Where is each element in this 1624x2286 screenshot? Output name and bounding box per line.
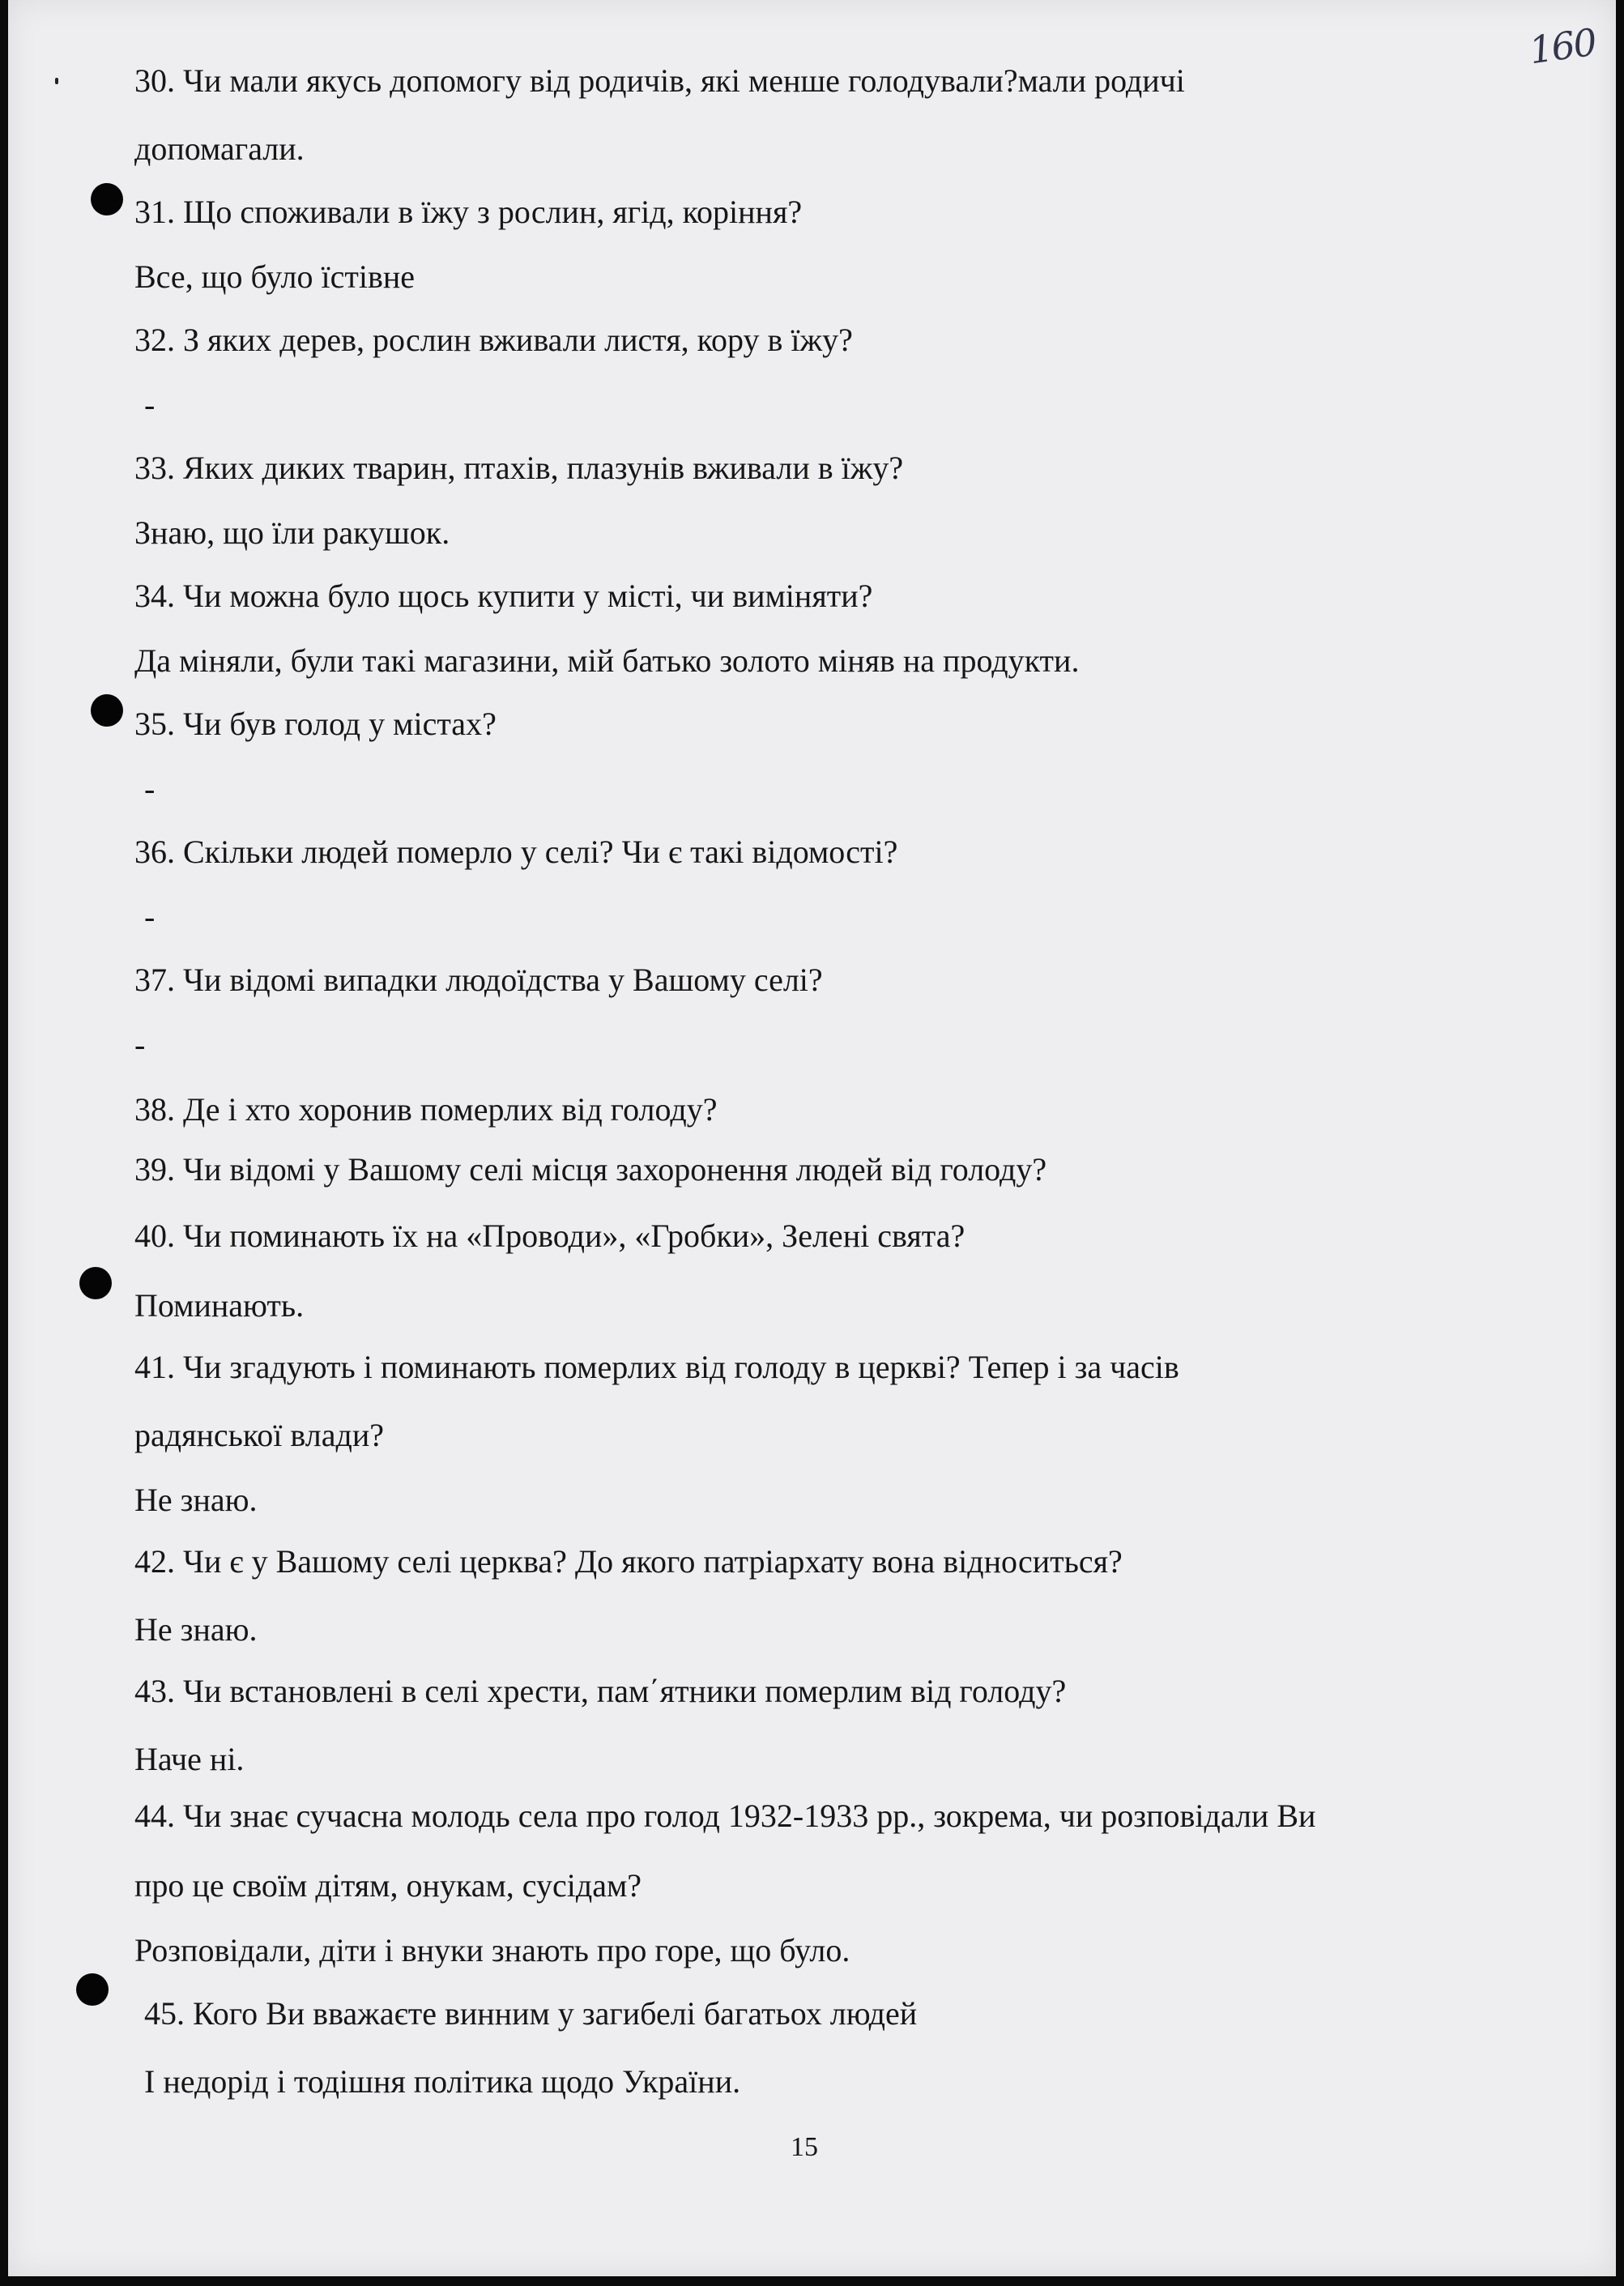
question-40: 40. Чи поминають їх на «Проводи», «Гробки», Зелені свята?	[134, 1218, 965, 1254]
document-page	[8, 0, 1616, 2276]
question-41: 41. Чи згадують і поминають померлих від голоду в церкві? Тепер і за часів	[134, 1349, 1179, 1385]
answer-41: Не знаю.	[134, 1482, 258, 1518]
question-38: 38. Де і хто хоронив померлих від голоду?	[134, 1091, 718, 1128]
answer-40: Поминають.	[134, 1287, 305, 1324]
question-31: 31. Що споживали в їжу з рослин, ягід, коріння?	[134, 194, 803, 230]
question-30: 30. Чи мали якусь допомогу від родичів, які менше голодували?мали родичі	[134, 62, 1185, 99]
answer-34: Да міняли, були такі магазини, мій батько золото міняв на продукти.	[134, 642, 1080, 679]
question-32: 32. З яких дерев, рослин вживали листя, кору в їжу?	[134, 322, 853, 358]
question-35: 35. Чи був голод у містах?	[134, 706, 497, 742]
answer-32: -	[144, 386, 156, 423]
question-44: 44. Чи знає сучасна молодь села про голод 1932-1933 рр., зокрема, чи розповідали Ви	[134, 1798, 1316, 1834]
punch-hole	[91, 183, 123, 215]
question-42: 42. Чи є у Вашому селі церква? До якого патріархату вона відноситься?	[134, 1543, 1123, 1580]
answer-43: Наче ні.	[134, 1741, 245, 1777]
answer-44: Розповідали, діти і внуки знають про горе, що було.	[134, 1932, 850, 1968]
answer-45: І недорід і тодішня політика щодо України.	[144, 2063, 741, 2100]
question-44-cont: про це своїм дітям, онукам, сусідам?	[134, 1867, 642, 1904]
punch-hole	[79, 1267, 112, 1299]
handwritten-page-number: 160	[1526, 19, 1599, 73]
question-34: 34. Чи можна було щось купити у місті, чи виміняти?	[134, 578, 873, 614]
page-number: 15	[791, 2132, 818, 2162]
question-45: 45. Кого Ви вважаєте винним у загибелі багатьох людей	[144, 1995, 918, 2032]
answer-33: Знаю, що їли ракушок.	[134, 514, 450, 551]
question-37: 37. Чи відомі випадки людоїдства у Вашому селі?	[134, 962, 823, 998]
answer-42: Не знаю.	[134, 1611, 258, 1648]
question-33: 33. Яких диких тварин, птахів, плазунів вживали в їжу?	[134, 450, 904, 486]
answer-31: Все, що було їстівне	[134, 258, 416, 295]
answer-30-cont: допомагали.	[134, 130, 305, 167]
answer-36: -	[144, 898, 156, 935]
punch-hole	[91, 694, 123, 727]
question-39: 39. Чи відомі у Вашому селі місця захоронення людей від голоду?	[134, 1151, 1047, 1188]
answer-37: -	[134, 1026, 146, 1063]
margin-mark	[55, 78, 58, 84]
question-41-cont: радянської влади?	[134, 1417, 385, 1453]
question-43: 43. Чи встановлені в селі хрести, пам΄ятники померлим від голоду?	[134, 1673, 1067, 1709]
answer-35: -	[144, 770, 156, 807]
punch-hole	[76, 1973, 109, 2006]
question-36: 36. Скільки людей померло у селі? Чи є такі відомості?	[134, 834, 898, 870]
